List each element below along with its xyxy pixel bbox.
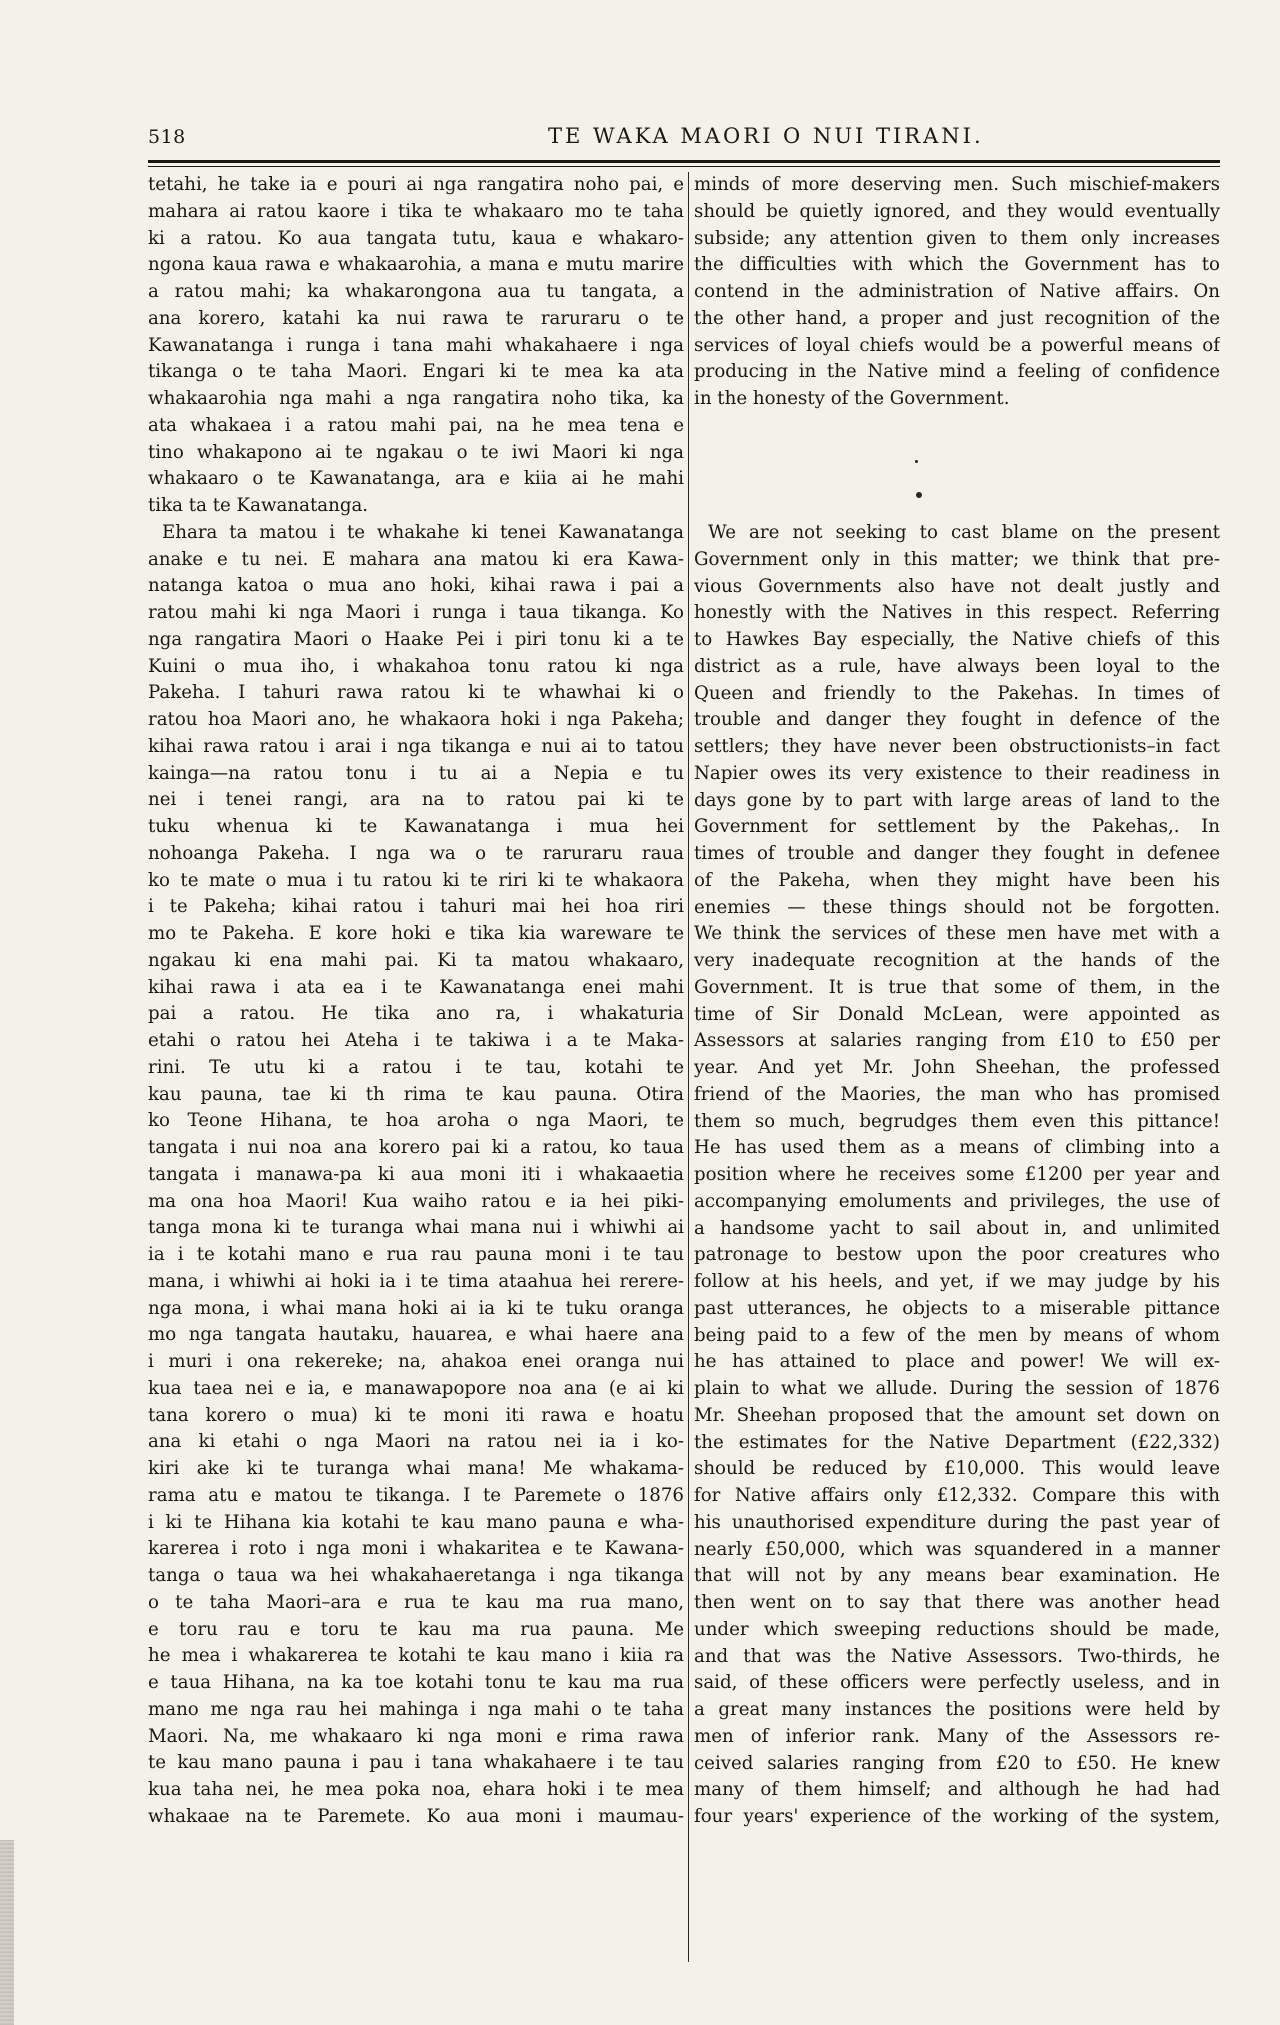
text-line: nohoanga Pakeha. I nga wa o te raruraru raua — [148, 842, 684, 864]
text-line: nga mona, i whai mana hoki ai ia ki te tuku oranga — [148, 1297, 684, 1319]
text-line: ceived salaries ranging from £20 to £50. He knew — [694, 1752, 1220, 1774]
text-line: Government. It is true that some of them, in the — [694, 976, 1220, 998]
text-line: in the honesty of the Government. — [694, 388, 1010, 409]
text-line: follow at his heels, and yet, if we may judge by his — [694, 1271, 1220, 1292]
text-line: said, of these officers were perfectly useless, and in — [694, 1672, 1220, 1694]
text-line: mo te Pakeha. E kore hoki e tika kia wareware te — [148, 923, 684, 944]
text-line: Maori. Na, me whakaaro ki nga moni e rima rawa — [148, 1725, 684, 1747]
text-line: tetahi, he take ia e pouri ai nga rangatira noho pai, e — [148, 174, 684, 195]
header-rule-thick — [148, 160, 1220, 163]
ink-speck — [916, 492, 922, 498]
text-line: He has used them as a means of climbing into a — [694, 1137, 1220, 1159]
text-line: We think the services of these men have met with a — [694, 923, 1220, 945]
text-line: contend in the administration of Native affairs. On — [694, 281, 1220, 302]
text-line: mo nga tangata hautaku, hauarea, e whai haere ana — [148, 1324, 684, 1346]
text-line: ko te mate o mua i tu ratou ki te riri ki te whakaora — [148, 869, 684, 891]
text-line: and that was the Native Assessors. Two-thirds, he — [694, 1645, 1220, 1667]
text-line: producing in the Native mind a feeling of confidence — [694, 361, 1220, 383]
text-line: days gone by to part with large areas of land to the — [694, 789, 1220, 811]
text-line: the difficulties with which the Government has to — [694, 254, 1220, 276]
text-line: ia i te kotahi mano e rua rau pauna moni i te tau — [148, 1244, 684, 1265]
text-line: subside; any attention given to them only increases — [694, 227, 1220, 249]
text-line: tangata i manawa-pa ki aua moni iti i whakaaetia — [148, 1163, 684, 1185]
page-header — [148, 122, 1220, 158]
text-line: past utterances, he objects to a miserable pittance — [694, 1297, 1220, 1319]
text-line: kihai rawa ratou i arai i nga tikanga e nui ai to tatou — [148, 735, 684, 757]
text-line: services of loyal chiefs would be a powerful means of — [694, 334, 1220, 356]
text-line: i ki te Hihana kia kotahi te kau mano pauna e wha- — [148, 1511, 684, 1533]
text-line: whakaae na te Paremete. Ko aua moni i maumau- — [148, 1805, 684, 1827]
text-line: ratou hoa Maori ano, he whakaora hoki i nga Pakeha; — [148, 709, 684, 730]
text-line: karerea i roto i nga moni i whakaritea e te Kawana- — [148, 1538, 684, 1560]
page-number: 518 — [148, 126, 186, 148]
text-line: mahara ai ratou kaore i tika te whakaaro mo te taha — [148, 200, 684, 222]
text-line: te kau mano pauna i pau i tana whakahaere i te tau — [148, 1752, 684, 1774]
text-line: Queen and friendly to the Pakehas. In times of — [694, 682, 1220, 704]
text-line: a handsome yacht to sail about in, and unlimited — [694, 1217, 1220, 1239]
text-line: kua taea nei e ia, e manawapopore noa ana (e ai ki — [148, 1377, 684, 1399]
text-line: being paid to a few of the men by means of whom — [694, 1324, 1220, 1346]
text-line: rama atu e matou te tikanga. I te Paremete o 1876 — [148, 1484, 684, 1506]
text-line: he mea i whakarerea te kotahi te kau mano i kiia ra — [148, 1645, 684, 1667]
text-line: i muri i ona rekereke; na, ahakoa enei oranga nui — [148, 1351, 684, 1372]
text-line: Assessors at salaries ranging from £10 to £50 per — [694, 1030, 1220, 1052]
text-line: kihai rawa i ata ea i te Kawanatanga enei mahi — [148, 976, 684, 998]
text-line: four years' experience of the working of the system, — [694, 1806, 1220, 1827]
text-line: very inadequate recognition at the hands of the — [694, 950, 1220, 971]
text-line: Kuini o mua iho, i whakahoa tonu ratou ki nga — [148, 655, 684, 677]
text-line: times of trouble and danger they fought in defenee — [694, 843, 1220, 864]
text-line: honestly with the Natives in this respect. Referring — [694, 602, 1220, 624]
text-line: his unauthorised expenditure during the past year of — [694, 1511, 1220, 1533]
text-line: a great many instances the positions were held by — [694, 1699, 1220, 1720]
text-line: Napier owes its very existence to their readiness in — [694, 762, 1220, 784]
running-title: TE WAKA MAORI O NUI TIRANI. — [548, 124, 984, 148]
text-line: friend of the Maories, the man who has promised — [694, 1083, 1220, 1105]
text-line: that will not by any means bear examination. He — [694, 1565, 1220, 1587]
text-line: ngakau ki ena mahi pai. Ki ta matou whakaaro, — [148, 949, 684, 971]
text-line: should be reduced by £10,000. This would leave — [694, 1458, 1220, 1480]
text-line: Government for settlement by the Pakehas,. In — [694, 816, 1220, 838]
text-line: nearly £50,000, which was squandered in a manner — [694, 1538, 1220, 1560]
text-line: tuku whenua ki te Kawanatanga i mua hei — [148, 816, 684, 837]
text-line: plain to what we allude. During the session of 1876 — [694, 1378, 1220, 1399]
text-line: nei i tenei rangi, ara na to ratou pai ki te — [148, 789, 684, 811]
text-line: ana korero, katahi ka nui rawa te raruraru o te — [148, 307, 684, 329]
text-line: e taua Hihana, na ka toe kotahi tonu te kau ma rua — [148, 1672, 684, 1693]
text-line: patronage to bestow upon the poor creatures who — [694, 1244, 1220, 1266]
right-column-main-paragraph — [694, 520, 1220, 1831]
text-line: then went on to say that there was another head — [694, 1592, 1220, 1613]
text-line: them so much, begrudges them even this pittance! — [694, 1110, 1220, 1132]
text-line: tangata i nui noa ana korero pai ki a ratou, ko taua — [148, 1137, 684, 1158]
text-line: We are not seeking to cast blame on the present — [708, 522, 1220, 543]
text-line: rini. Te utu ki a ratou i te tau, kotahi te — [148, 1056, 684, 1078]
text-line: kiri ake ki te turanga whai mana! Me whakama- — [148, 1458, 684, 1479]
text-line: accompanying emoluments and privileges, the use of — [694, 1190, 1220, 1212]
text-line: should be quietly ignored, and they would eventually — [694, 200, 1220, 222]
text-line: a ratou mahi; ka whakarongona aua tu tangata, a — [148, 281, 684, 302]
text-line: ma ona hoa Maori! Kua waiho ratou e ia hei piki- — [148, 1190, 684, 1212]
text-line: kainga—na ratou tonu i tu ai a Nepia e tu — [148, 762, 684, 784]
text-line: kua taha nei, he mea poka noa, ehara hoki i te mea — [148, 1779, 684, 1800]
text-line: whakaaro o te Kawanatanga, ara e kiia ai he mahi — [148, 468, 684, 490]
text-line: settlers; they have never been obstructionists–in fact — [694, 736, 1220, 757]
text-line: kau pauna, tae ki th rima te kau pauna. Otira — [148, 1083, 684, 1105]
text-line: i te Pakeha; kihai ratou i tahuri mai hei hoa riri — [148, 896, 684, 918]
text-line: anake e tu nei. E mahara ana matou ki era Kawa- — [148, 548, 684, 570]
text-line: enemies — these things should not be forgotten. — [694, 896, 1220, 918]
text-line: natanga katoa o mua ano hoki, kihai rawa i pai a — [148, 575, 684, 597]
text-line: district as a rule, have always been loyal to the — [694, 655, 1220, 677]
text-line: vious Governments also have not dealt justly and — [694, 575, 1220, 597]
text-line: Kawanatanga i runga i tana mahi whakahaere i nga — [148, 334, 684, 356]
text-line: mana, i whiwhi ai hoki ia i te tima ataahua hei rerere- — [148, 1270, 684, 1292]
text-line: he has attained to place and power! We will ex- — [694, 1351, 1220, 1373]
text-line: of the Pakeha, when they might have been his — [694, 869, 1220, 891]
text-line: trouble and danger they fought in defence of the — [694, 709, 1220, 731]
text-line: Ehara ta matou i te whakahe ki tenei Kawanatanga — [162, 521, 684, 543]
text-line: mano me nga rau hei mahinga i nga mahi o te taha — [148, 1698, 684, 1720]
text-line: ratou mahi ki nga Maori i runga i taua tikanga. Ko — [148, 602, 684, 623]
text-line: whakaarohia nga mahi a nga rangatira noho tika, ka — [148, 388, 684, 409]
text-line: o te taha Maori–ara e rua te kau ma rua mano, — [148, 1591, 684, 1613]
text-line: tika ta te Kawanatanga. — [148, 495, 369, 516]
text-line: position where he receives some £1200 per year and — [694, 1164, 1220, 1185]
ink-speck — [915, 460, 918, 463]
text-line: the estimates for the Native Department (£22,332) — [694, 1431, 1220, 1453]
header-rule-thin — [148, 166, 1220, 167]
scan-edge-noise — [0, 1840, 14, 2025]
text-line: under which sweeping reductions should be made, — [694, 1618, 1220, 1640]
column-divider — [688, 172, 689, 1962]
text-line: the other hand, a proper and just recognition of the — [694, 307, 1220, 329]
text-line: minds of more deserving men. Such mischief-makers — [694, 174, 1220, 195]
text-line: Government only in this matter; we think that pre- — [694, 548, 1220, 570]
text-line: for Native affairs only £12,332. Compare this with — [694, 1485, 1220, 1506]
text-line: e toru rau e toru te kau ma rua pauna. Me — [148, 1618, 684, 1640]
text-line: time of Sir Donald McLean, were appointed as — [694, 1003, 1220, 1025]
text-line: ko Teone Hihana, te hoa aroha o nga Maori, te — [148, 1110, 684, 1132]
text-line: ngona kaua rawa e whakaarohia, a mana e mutu marire — [148, 254, 684, 276]
text-line: tino whakapono ai te ngakau o te iwi Maori ki nga — [148, 441, 684, 463]
text-line: year. And yet Mr. John Sheehan, the professed — [694, 1057, 1220, 1078]
text-line: etahi o ratou hei Ateha i te takiwa i a te Maka- — [148, 1030, 684, 1051]
text-line: tana korero o mua) ki te moni iti rawa e hoatu — [148, 1404, 684, 1426]
text-line: to Hawkes Bay especially, the Native chiefs of this — [694, 629, 1220, 650]
text-line: tanga mona ki te turanga whai mana nui i whiwhi ai — [148, 1217, 684, 1239]
text-line: pai a ratou. He tika ano ra, i whakaturia — [148, 1003, 684, 1025]
text-line: ata whakaea i a ratou mahi pai, na he mea tena e — [148, 414, 684, 436]
text-line: ki a ratou. Ko aua tangata tutu, kaua e whakaro- — [148, 227, 684, 249]
text-line: ana ki etahi o nga Maori na ratou nei ia i ko- — [148, 1431, 684, 1453]
text-line: tanga o taua wa hei whakahaeretanga i nga tikanga — [148, 1565, 684, 1586]
text-line: tikanga o te taha Maori. Engari ki te mea ka ata — [148, 361, 684, 383]
text-line: Mr. Sheehan proposed that the amount set down on — [694, 1404, 1220, 1426]
text-line: Pakeha. I tahuri rawa ratou ki te whawhai ki o — [148, 682, 684, 704]
right-column-top-paragraph — [694, 172, 1220, 413]
left-column-maori-text — [148, 172, 684, 1831]
text-line: men of inferior rank. Many of the Assessors re- — [694, 1725, 1220, 1747]
text-line: many of them himself; and although he had had — [694, 1779, 1220, 1801]
text-line: nga rangatira Maori o Haake Pei i piri tonu ki a te — [148, 628, 684, 650]
